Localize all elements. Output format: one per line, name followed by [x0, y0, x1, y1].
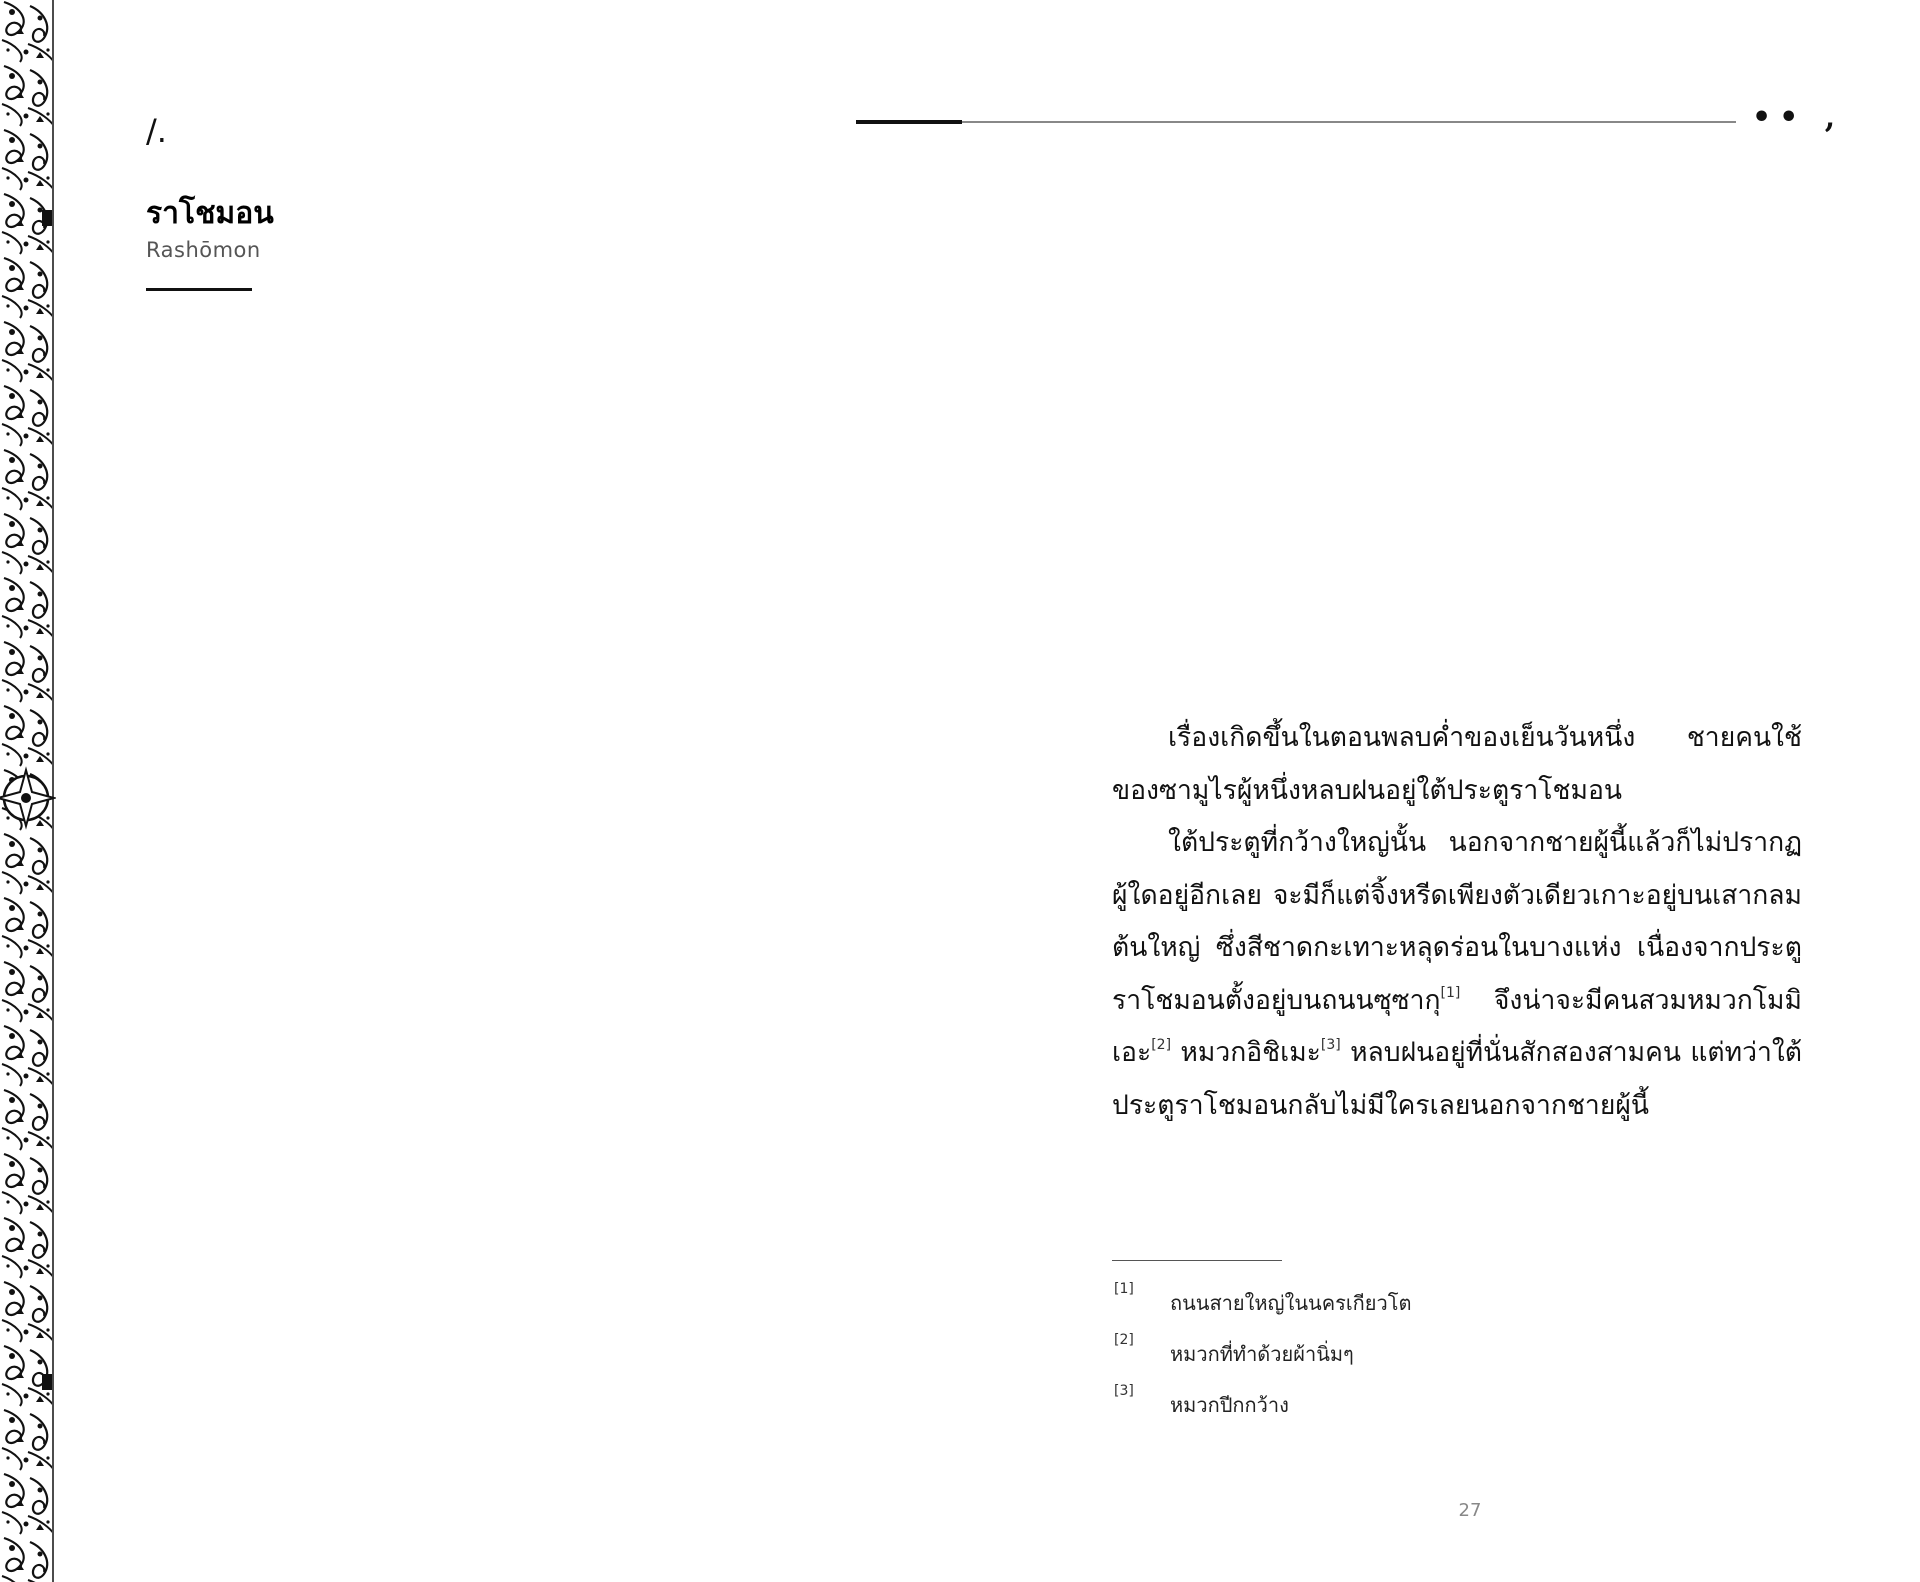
- footnote-ref-2[interactable]: [2]: [1151, 1037, 1172, 1053]
- body-text: [1112, 712, 1802, 1132]
- footnote-item: [1112, 1328, 1712, 1379]
- footnote-text: หมวกปีกกว้าง: [1170, 1393, 1289, 1417]
- paragraph-2-part-3: หมวกอิชิเมะ: [1171, 1037, 1321, 1068]
- paragraph-2: [1112, 817, 1802, 1132]
- paragraph-2-part-4: หลบฝนอยู่ที่นั่นสักสองสามคน แต่ทว่าใต้ประตูราโชมอนกลับไม่มีใครเลยนอกจากชายผู้นี้: [1112, 1037, 1802, 1121]
- ornament-knot-bottom: [42, 1374, 52, 1390]
- header-rule-accent: [856, 120, 962, 124]
- ornament-knot-top: [42, 210, 52, 226]
- page-number: 27: [1458, 1500, 1482, 1521]
- footnote-text: ถนนสายใหญ่ในนครเกียวโต: [1170, 1291, 1412, 1315]
- footnote-number: [3]: [1114, 1383, 1134, 1399]
- ornamental-border: [0, 0, 56, 1582]
- chapter-subtitle: Rashōmon: [146, 238, 261, 262]
- footnote-separator: [1112, 1260, 1282, 1261]
- paragraph-1: เรื่องเกิดขึ้นในตอนพลบค่ำของเย็นวันหนึ่ง ชายคนใช้ของซามูไรผู้หนึ่งหลบฝนอยู่ใต้ประตูราโชมอน: [1112, 722, 1802, 806]
- paragraph-2-part-2: จึงน่าจะมีคนสวมหมวกโมมิเอะ: [1112, 984, 1802, 1068]
- footnote-item: [1112, 1277, 1712, 1328]
- footnote-text: หมวกที่ทำด้วยผ้านิ่มๆ: [1170, 1342, 1354, 1366]
- footnote-number: [1]: [1114, 1281, 1134, 1297]
- header-mark: •• ,: [1752, 100, 1844, 135]
- chapter-mark: /.: [146, 112, 167, 150]
- title-underline: [146, 288, 252, 291]
- footnote-number: [2]: [1114, 1332, 1134, 1348]
- footnote-item: [1112, 1379, 1712, 1430]
- chapter-title: ราโชมอน: [146, 196, 274, 231]
- footnote-ref-3[interactable]: [3]: [1320, 1037, 1341, 1053]
- footnote-ref-1[interactable]: [1]: [1440, 984, 1461, 1001]
- header-rule: [856, 121, 1736, 123]
- footnotes: [1112, 1277, 1712, 1430]
- paragraph-2-part-1: ใต้ประตูที่กว้างใหญ่นั้น นอกจากชายผู้นี้แล้วก็ไม่ปรากฏผู้ใดอยู่อีกเลย จะมีก็แต่จิ้งหรีดเพียงตัวเดียวเกาะอยู่บนเสากลมต้นใหญ่ ซึ่งสีชาดกะเทาะหลุดร่อนในบางแห่ง เนื่องจากประตูราโชมอนตั้งอยู่บนถนนซุซากุ: [1112, 827, 1802, 1016]
